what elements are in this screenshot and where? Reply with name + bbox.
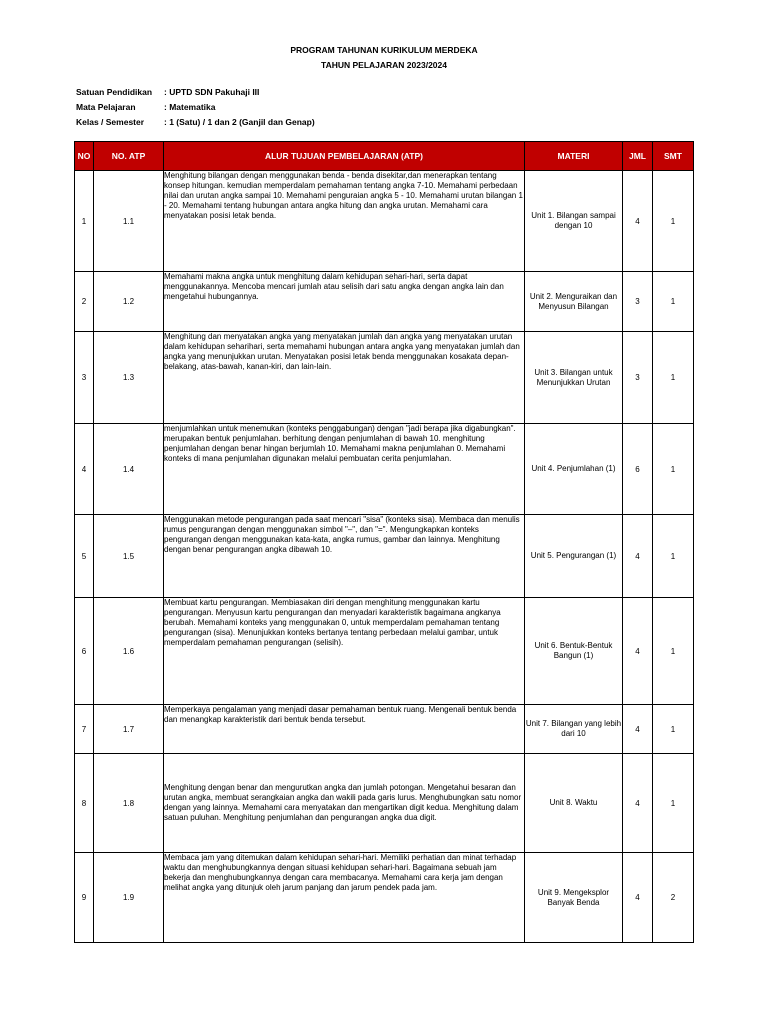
meta-value: : 1 (Satu) / 1 dan 2 (Ganjil dan Genap) [164, 117, 315, 127]
cell-jml: 4 [623, 598, 653, 705]
cell-jml: 3 [623, 332, 653, 424]
cell-atp-no: 1.3 [94, 332, 164, 424]
cell-materi: Unit 8. Waktu [525, 754, 623, 853]
cell-smt: 1 [653, 515, 694, 598]
cell-atp-desc: Menghitung bilangan dengan menggunakan benda - benda disekitar,dan menerapkan tentang konsep hitungan. kemudian memperdalam pemahaman tentang angka 7-10. Memahami perbedaan nilai dan urutan angka sampai 10. Memahami penguraian angka 5 - 10. Memahami urutan bilangan 1 - 20. Memahami tentang hubungan antara angka hitung dan angka urutan. Memahami cara menyatakan posisi letak benda. [164, 171, 525, 272]
header-jml: JML [623, 142, 653, 171]
cell-no: 2 [75, 272, 94, 332]
cell-atp-desc: menjumlahkan untuk menemukan (konteks penggabungan) dengan "jadi berapa jika digabungkan". merupakan bentuk penjumlahan. berhitung dengan penjumlahan di bawah 10. menghitung penjumlahan dengan benar hingan berjumlah 10. Memahami makna penjumlahan 0. Memahami konteks di mana penjumlahan digunakan melalui pembuatan cerita penjumlahan. [164, 424, 525, 515]
cell-no: 3 [75, 332, 94, 424]
header-no-atp: NO. ATP [94, 142, 164, 171]
cell-no: 6 [75, 598, 94, 705]
cell-smt: 2 [653, 853, 694, 943]
cell-atp-no: 1.5 [94, 515, 164, 598]
cell-atp-desc: Membuat kartu pengurangan. Membiasakan diri dengan menghitung menggunakan kartu pengurangan. Menyusun kartu pengurangan dan menyadari karakteristik bagaimana angkanya berubah. Memahami konteks yang menggunakan 0, untuk memperdalam pemahaman tentang pengurangan (sisa). Menunjukkan konteks bertanya tentang perbedaan melalui gambar, untuk memperdalam pemahaman pengurangan (selisih). [164, 598, 525, 705]
document-title: PROGRAM TAHUNAN KURIKULUM MERDEKA [290, 45, 478, 55]
document-meta [76, 85, 315, 130]
atp-table [74, 141, 694, 943]
cell-materi: Unit 3. Bilangan untuk Menunjukkan Urutan [525, 332, 623, 424]
meta-label: Kelas / Semester [76, 117, 145, 127]
header-atp: ALUR TUJUAN PEMBELAJARAN (ATP) [164, 142, 525, 171]
cell-materi: Unit 7. Bilangan yang lebih dari 10 [525, 705, 623, 754]
table-row [75, 754, 694, 853]
table-row [75, 598, 694, 705]
meta-label: Mata Pelajaran [76, 102, 136, 112]
cell-atp-desc: Memahami makna angka untuk menghitung dalam kehidupan sehari-hari, serta dapat menggunakannya. Mencoba mencari jumlah atau selisih dari satu angka dengan angka lain dan mengetahui hubungannya. [164, 272, 525, 332]
meta-value: : Matematika [164, 102, 216, 112]
cell-atp-no: 1.6 [94, 598, 164, 705]
cell-smt: 1 [653, 272, 694, 332]
cell-materi: Unit 4. Penjumlahan (1) [525, 424, 623, 515]
cell-jml: 4 [623, 705, 653, 754]
cell-atp-desc: Memperkaya pengalaman yang menjadi dasar pemahaman bentuk ruang. Mengenali bentuk benda dan menangkap karakteristik dari bentuk benda tersebut. [164, 705, 525, 754]
cell-no: 4 [75, 424, 94, 515]
cell-materi: Unit 1. Bilangan sampai dengan 10 [525, 171, 623, 272]
cell-smt: 1 [653, 332, 694, 424]
meta-row-kelas [76, 115, 315, 130]
cell-smt: 1 [653, 598, 694, 705]
cell-atp-no: 1.4 [94, 424, 164, 515]
cell-smt: 1 [653, 424, 694, 515]
cell-smt: 1 [653, 171, 694, 272]
table-row [75, 705, 694, 754]
table-row [75, 332, 694, 424]
cell-atp-no: 1.7 [94, 705, 164, 754]
cell-atp-desc: Menghitung dengan benar dan mengurutkan angka dan jumlah potongan. Mengetahui besaran dan urutan angka, membuat serangkaian angka dan wakili pada garis lurus. Menghubungkan satu nomor dengan yang lainnya. Memahami cara menyatakan dan mengartikan digit kedua. Menghitung dalam satuan puluhan. Menghitung penjumlahan dan pengurangan angka dua digit. [164, 754, 525, 853]
cell-no: 8 [75, 754, 94, 853]
cell-materi: Unit 5. Pengurangan (1) [525, 515, 623, 598]
cell-no: 7 [75, 705, 94, 754]
cell-jml: 4 [623, 515, 653, 598]
cell-atp-no: 1.9 [94, 853, 164, 943]
meta-value: : UPTD SDN Pakuhaji III [164, 87, 260, 97]
table-row [75, 853, 694, 943]
cell-jml: 4 [623, 853, 653, 943]
document-subtitle: TAHUN PELAJARAN 2023/2024 [321, 60, 447, 70]
header-no: NO [75, 142, 94, 171]
cell-materi: Unit 6. Bentuk-Bentuk Bangun (1) [525, 598, 623, 705]
header-smt: SMT [653, 142, 694, 171]
table-row [75, 424, 694, 515]
cell-jml: 6 [623, 424, 653, 515]
meta-row-mapel [76, 100, 315, 115]
cell-no: 9 [75, 853, 94, 943]
header-materi: MATERI [525, 142, 623, 171]
meta-label: Satuan Pendidikan [76, 87, 153, 97]
cell-smt: 1 [653, 754, 694, 853]
cell-jml: 4 [623, 171, 653, 272]
meta-row-satuan [76, 85, 315, 100]
cell-jml: 4 [623, 754, 653, 853]
cell-smt: 1 [653, 705, 694, 754]
cell-atp-desc: Membaca jam yang ditemukan dalam kehidupan sehari-hari. Memiliki perhatian dan minat terhadap waktu dan menghubungkannya dengan situasi kehidupan sehari-hari. Bagaimana sebuah jam bekerja dan menghubungkannya dengan cara membacanya. Memahami cara kerja jam dengan melihat angka yang ditunjuk oleh jarum panjang dan jarum pendek pada jam. [164, 853, 525, 943]
cell-atp-no: 1.8 [94, 754, 164, 853]
cell-atp-no: 1.2 [94, 272, 164, 332]
cell-jml: 3 [623, 272, 653, 332]
cell-materi: Unit 9. Mengeksplor Banyak Benda [525, 853, 623, 943]
cell-atp-desc: Menggunakan metode pengurangan pada saat mencari "sisa" (konteks sisa). Membaca dan menulis rumus pengurangan dengan menggunakan simbol "–", dan "=". Mengungkapkan konteks pengurangan dengan menggunakan kata-kata, angka rumus, gambar dan lainnya. Menghitung dengan benar pengurangan angka dibawah 10. [164, 515, 525, 598]
cell-no: 1 [75, 171, 94, 272]
table-row [75, 515, 694, 598]
cell-atp-no: 1.1 [94, 171, 164, 272]
table-row [75, 171, 694, 272]
table-header-row [75, 142, 694, 171]
table-row [75, 272, 694, 332]
cell-materi: Unit 2. Menguraikan dan Menyusun Bilangan [525, 272, 623, 332]
cell-atp-desc: Menghitung dan menyatakan angka yang menyatakan jumlah dan angka yang menyatakan urutan dalam kehidupan seharihari, serta memahami hubungan antara angka yang menyatakan jumlah dan angka yang menunjukkan urutan. Menyatakan posisi letak benda menggunakan kosakata depan-belakang, atas-bawah, kanan-kiri, dan lain-lain. [164, 332, 525, 424]
cell-no: 5 [75, 515, 94, 598]
